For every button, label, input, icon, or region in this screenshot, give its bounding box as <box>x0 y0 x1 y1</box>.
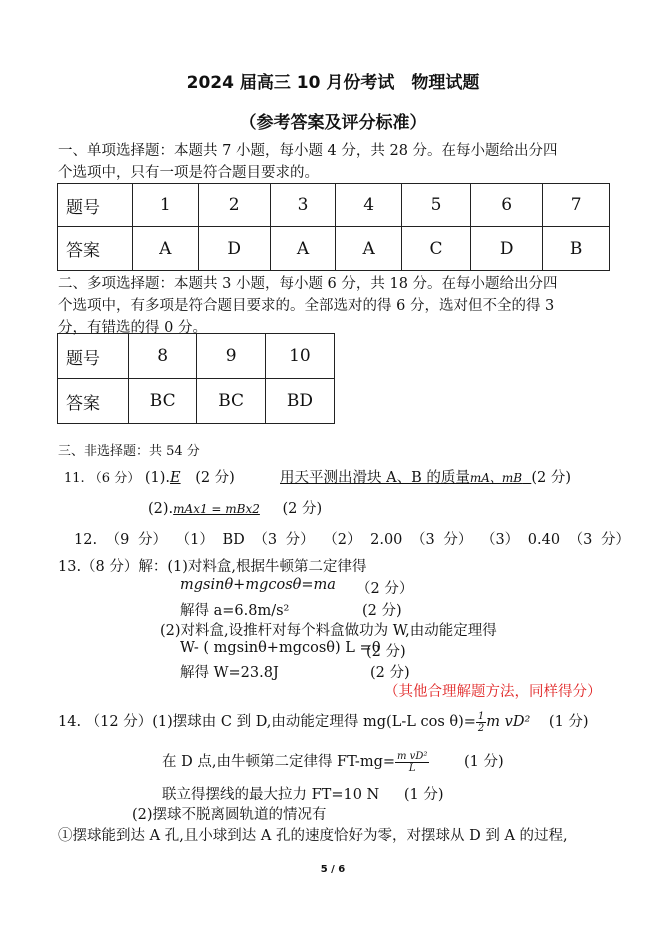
table-row-label: 答案 <box>58 379 129 424</box>
question-number: 4 <box>336 184 402 227</box>
question-number: 8 <box>129 334 197 379</box>
question-number: 6 <box>471 184 543 227</box>
answer-cell: BC <box>197 379 265 424</box>
answer-cell: A <box>133 227 199 271</box>
q11-part1-score2: (2 分) <box>531 470 571 486</box>
table-row-label: 答案 <box>58 227 133 271</box>
answer-cell: D <box>471 227 543 271</box>
question-number: 3 <box>270 184 336 227</box>
q13-result1: 解得 a=6.8m/s² <box>180 603 290 619</box>
section1-intro-line1: 一、单项选择题：本题共 7 小题，每小题 4 分，共 28 分。在每小题给出分四 <box>58 143 558 159</box>
question-number: 10 <box>265 334 334 379</box>
multi-choice-table <box>57 333 335 424</box>
section2-intro-line2: 个选项中，有多项是符合题目要求的。全部选对的得 6 分，选对但不全的得 3 <box>58 298 555 314</box>
question-number: 9 <box>197 334 265 379</box>
q14-fraction-centripetal: $\frac{\text{m vD²}}{L}$ <box>397 750 428 774</box>
q11-part1-answer: E <box>169 470 181 486</box>
q11-part1-label: (1). <box>144 470 170 486</box>
q13-eq1: mgsinθ+mgcosθ=ma <box>180 577 336 593</box>
q13-line2: (2)对料盒,设推杆对每个料盒做功为 W,由动能定理得 <box>160 623 497 639</box>
answer-cell: A <box>270 227 336 271</box>
page-number: 5 / 6 <box>320 864 346 875</box>
q11-part2-answer: mAx1 = mBx2 <box>173 502 260 516</box>
q11-part1-vars: mA、mB <box>469 471 523 485</box>
question-number: 1 <box>133 184 199 227</box>
q11-row2 <box>148 497 322 518</box>
single-choice-table <box>57 183 610 271</box>
q14-line3 <box>162 783 444 804</box>
q13-result2: 解得 W=23.8J <box>180 665 279 681</box>
section3-intro: 三、非选择题：共 54 分 <box>58 444 200 459</box>
q14-line1-score: (1 分) <box>548 714 589 730</box>
q11-part2-score: (2 分) <box>282 501 323 517</box>
q11-part1-text: 用天平测出滑块 A、B 的质量 <box>280 470 470 486</box>
q13-note: （其他合理解题方法，同样得分） <box>384 684 602 700</box>
q14-line3-score: (1 分) <box>403 787 444 803</box>
q13-eq2: W- ( mgsinθ+mgcosθ) L =0 <box>180 640 381 656</box>
section1-intro-line2: 个选项中，只有一项是符合题目要求的。 <box>58 165 319 181</box>
answer-cell: B <box>543 227 610 271</box>
q13-line1: 13.（8 分）解：(1)对料盒,根据牛顿第二定律得 <box>58 559 367 575</box>
q11-part1-score: (2 分) <box>195 470 235 486</box>
answer-cell: C <box>401 227 470 271</box>
question-number: 2 <box>198 184 270 227</box>
question-number: 7 <box>543 184 610 227</box>
table-row-label: 题号 <box>58 334 129 379</box>
q14-line2-score: (1 分) <box>463 754 504 770</box>
answer-cell: BC <box>129 379 197 424</box>
table-row-label: 题号 <box>58 184 133 227</box>
question-number: 5 <box>401 184 470 227</box>
q14-line3-text: 联立得摆线的最大拉力 FT=10 N <box>162 787 380 803</box>
q13-eq2-score: (2 分) <box>366 644 406 660</box>
q11-row1-right <box>280 466 571 487</box>
q13-result2-score: (2 分) <box>370 665 410 681</box>
answer-cell: A <box>336 227 402 271</box>
q14-line1 <box>58 710 589 734</box>
answer-cell: D <box>198 227 270 271</box>
q14-fraction-half: $\frac{1}{2}$ <box>477 710 485 734</box>
q11-label: 11. （6 分） <box>64 471 141 486</box>
section2-intro-line3: 分，有错选的得 0 分。 <box>58 320 207 336</box>
q14-line4: (2)摆球不脱离圆轨道的情况有 <box>132 807 327 823</box>
answer-cell: BD <box>265 379 334 424</box>
q11-part2-label: (2). <box>148 501 174 517</box>
section2-intro-line1: 二、多项选择题：本题共 3 小题，每小题 6 分，共 18 分。在每小题给出分四 <box>58 276 558 292</box>
q14-line2 <box>162 750 504 774</box>
q14-line1-text: 14. （12 分）(1)摆球由 C 到 D,由动能定理得 mg(L-L cos θ)= <box>58 714 476 730</box>
q13-result1-score: (2 分) <box>362 603 402 619</box>
q14-line5: ①摆球能到达 A 孔,且小球到达 A 孔的速度恰好为零，对摆球从 D 到 A 的过程, <box>58 828 568 844</box>
q13-eq1-score: （2 分） <box>356 581 414 597</box>
page-subtitle: （参考答案及评分标准） <box>239 113 427 133</box>
q14-line1-term: m vD² <box>486 714 531 730</box>
q14-line2-text: 在 D 点,由牛顿第二定律得 FT-mg= <box>162 754 396 770</box>
q12-line: 12. （9 分） （1） BD （3 分） （2） 2.00 （3 分） （3） 0.40 （3 分） <box>74 532 631 548</box>
q11-row1 <box>64 466 235 487</box>
page-title: 2024 届高三 10 月份考试 物理试题 <box>186 73 480 93</box>
